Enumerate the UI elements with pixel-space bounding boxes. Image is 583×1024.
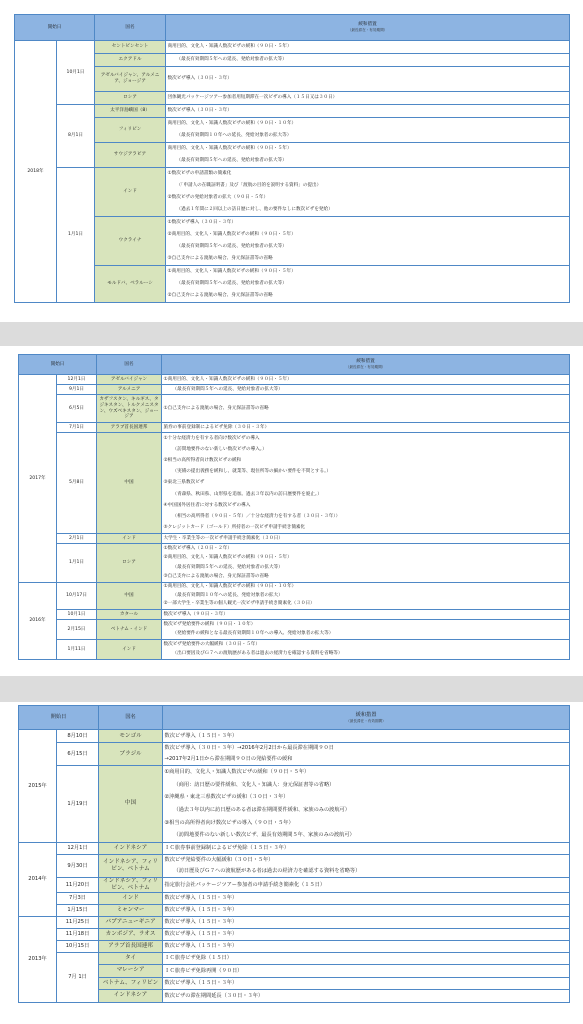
table-row	[19, 977, 570, 989]
measure-line: （最長有効期間５年への延長、発給対象者の拡大等）	[176, 244, 287, 249]
measure-content	[163, 952, 570, 964]
date-cell: 11月18日	[57, 928, 99, 940]
panel-2018	[0, 0, 583, 322]
table-row	[19, 582, 570, 609]
measure-content	[162, 533, 570, 543]
measure-line: （「申請人の在職証明書」及び「渡航の目的を説明する資料」の提出）	[176, 183, 322, 188]
country-cell: インドネシア、フィリピン、ベトナム	[99, 854, 163, 877]
measure-content	[162, 609, 570, 619]
table-row	[15, 217, 570, 266]
country-cell: カンボジア、ラオス	[99, 928, 163, 940]
measure-line: ①商用目的、文化人・知識人数次ビザの緩和（９０日・５年）	[167, 269, 296, 274]
country-cell: ミャンマー	[99, 904, 163, 916]
measure-content	[166, 118, 570, 143]
measure-content	[163, 989, 570, 1002]
header-content	[163, 706, 570, 730]
year-cell: 2014年	[19, 842, 57, 916]
measure-line: 数次ビザ発給要件の緩和（９０日・１０年）	[163, 621, 256, 627]
table-2018	[14, 14, 570, 303]
measure-line: ②商用目的、文化人・知識人数次ビザの緩和（９０日・５年）	[163, 555, 292, 561]
table-row	[19, 892, 570, 904]
table-row	[19, 433, 570, 534]
date-cell: 7月1日	[57, 423, 97, 433]
country-cell: アルメニア	[97, 385, 162, 395]
measure-line: 指定旅行会社パッケージツアー参加者の申請手続き簡素化（１５日）	[164, 881, 326, 888]
table-row	[19, 766, 570, 843]
date-cell: 10月1日	[57, 609, 97, 619]
measure-line: （最長有効期間５年への延長、発給対象者の拡大等）	[176, 57, 287, 62]
measure-line: ＩＣ旅券事前登録制によるビザ免除（１５日・３年）	[164, 844, 290, 851]
measure-content	[166, 105, 570, 118]
measure-content	[163, 842, 570, 854]
table-row	[19, 423, 570, 433]
date-cell: 9月30日	[57, 854, 99, 877]
measure-line: ①商用目的、文化人・知識人数次ビザの緩和（９０日・１０年）	[163, 583, 297, 589]
measure-line: （青森県、秋田県、山形県を追加。過去３年以内の訪日歴要件を廃止。）	[172, 491, 322, 497]
measure-content	[162, 375, 570, 385]
country-cell: アゼルバイジャン、アルメニア、ジョージア	[95, 67, 166, 92]
header-content	[166, 15, 570, 41]
date-cell: 10月15日	[57, 940, 99, 952]
table-row	[19, 842, 570, 854]
table-row	[15, 67, 570, 92]
measure-line: 数次ビザ導入（１５日・３年）	[164, 894, 238, 901]
page-separator	[0, 676, 583, 702]
header-content-title: 緩和措置	[358, 22, 377, 28]
measure-content	[163, 743, 570, 766]
header-date: 開始日	[19, 355, 97, 375]
measure-line: ⑤クレジットカード（ゴールド）所持者の一次ビザ申請手続き簡素化	[163, 524, 306, 530]
measure-line: →2017年2月1日から滞在期間９０日の発給要件の緩和	[164, 756, 293, 762]
header-content-sub: （最長滞在・有効期間）	[345, 365, 386, 370]
table-row	[19, 916, 570, 928]
measure-content	[163, 877, 570, 892]
country-cell: 中国	[99, 766, 163, 843]
measure-line: 数次ビザ導入（３０日・３年）	[167, 108, 232, 113]
table-row	[19, 952, 570, 964]
date-cell: 9月1日	[57, 385, 97, 395]
table-row	[19, 375, 570, 385]
table-row	[19, 743, 570, 766]
measure-line: （最長有効期間１０年への延長、発給対象者の拡大等）	[176, 133, 292, 138]
measure-content	[163, 964, 570, 977]
date-cell: 1月11日	[57, 639, 97, 659]
panel-2017-2016	[0, 346, 583, 676]
table-row	[19, 543, 570, 582]
measure-line: ②商用目的、文化人・知識人数次ビザの緩和（９０日・５年）	[167, 232, 296, 237]
header-date: 開始日	[19, 706, 99, 730]
date-cell: 1月15日	[57, 904, 99, 916]
year-cell: 2018年	[15, 41, 57, 303]
measure-line: ①数次ビザの申請書類の簡素化	[167, 171, 232, 176]
country-cell: セントビンセント	[95, 41, 166, 54]
measure-line: 数次ビザ導入（１５日・３年）	[164, 930, 238, 937]
date-cell: 7月 1日	[57, 952, 99, 1002]
measure-line: （最長有効期間１０年への延長、発給対象者の拡大）	[172, 592, 283, 598]
measure-content	[163, 766, 570, 843]
measure-content	[162, 639, 570, 659]
country-cell: 太平洋島嶼国（8）	[95, 105, 166, 118]
measure-content	[163, 730, 570, 743]
table-row	[19, 940, 570, 952]
measure-line: ③自己支弁による渡航の場合、身元保証書等の省略	[163, 574, 269, 580]
measure-line: ①数次ビザ導入（２０日・２年）	[163, 545, 232, 551]
country-cell: マレーシア	[99, 964, 163, 977]
country-cell: カザフスタン、キルギス、タジキスタン、トルクメニスタン、ウズベキスタン、ジョージア	[97, 395, 162, 423]
measure-content	[163, 977, 570, 989]
table-row	[15, 266, 570, 303]
country-cell: ブラジル	[99, 743, 163, 766]
measure-line: 大学生・卒業生等の一次ビザ申請手続き簡素化（３０日）	[163, 535, 283, 541]
country-cell: インド	[97, 533, 162, 543]
country-cell: ベトナム、フィリピン	[99, 977, 163, 989]
measure-line: 団体観光パッケージツアー参加者用短期滞在一次ビザの導入（１５日又は３０日）	[167, 95, 338, 100]
date-cell: 7月3日	[57, 892, 99, 904]
measure-line: ①十分な経済力を有する者向け数次ビザの導入	[163, 436, 260, 441]
measure-content	[166, 266, 570, 303]
table-row	[19, 609, 570, 619]
table-row	[19, 619, 570, 639]
measure-line: ④中国国外居住者に対する数次ビザの導入	[163, 502, 251, 508]
country-cell: インドネシア	[99, 842, 163, 854]
measure-content	[166, 92, 570, 105]
measure-line: 商用目的、文化人・知識人数次ビザの緩和（９０日・５年）	[167, 44, 292, 49]
country-cell: ロシア	[97, 543, 162, 582]
header-content	[162, 355, 570, 375]
year-cell: 2017年	[19, 375, 57, 583]
measure-line: ①商用目的、文化人・知識人数次ビザの緩和（９０日・５年）	[163, 377, 292, 382]
measure-content	[163, 928, 570, 940]
date-cell: 6月15日	[57, 743, 99, 766]
measure-content	[162, 395, 570, 423]
measure-content	[163, 892, 570, 904]
panel-2015-2013	[0, 702, 583, 1024]
country-cell: インド	[97, 639, 162, 659]
measure-line: ②相当の高所得者向け数次ビザの緩和	[163, 458, 242, 464]
measure-content	[162, 433, 570, 534]
header-row	[19, 706, 570, 730]
date-cell: 11月20日	[57, 877, 99, 892]
measure-line: 数次ビザ導入（１５日・３年）	[164, 942, 238, 949]
measure-line: ①商用目的、文化人・知識人数次ビザの緩和（９０日・５年）	[164, 769, 310, 775]
table-row	[19, 854, 570, 877]
measure-content	[162, 619, 570, 639]
date-cell: 11月25日	[57, 916, 99, 928]
measure-line: （最長有効期間５年への延長、発給対象者の拡大等）	[172, 564, 283, 570]
measure-content	[166, 143, 570, 168]
country-cell: ウクライナ	[95, 217, 166, 266]
measure-line: 数次ビザ発給要件の大幅緩和（３０日・５年）	[163, 641, 260, 647]
measure-line: （最長有効期間５年への延長、発給対象者の拡大等）	[176, 158, 287, 163]
measure-line: ②一部大学生・卒業生等の個人観光一次ビザ申請手続き簡素化（３０日）	[163, 601, 315, 607]
country-cell: サウジアラビア	[95, 143, 166, 168]
measure-line: ③相当の高所得者向け数次ビザの導入（９０日・５年）	[164, 819, 294, 826]
table-row	[19, 730, 570, 743]
country-cell: タイ	[99, 952, 163, 964]
measure-content	[166, 41, 570, 54]
date-cell: 1月1日	[57, 168, 95, 303]
measure-content	[166, 217, 570, 266]
measure-line: 数次ビザ導入（１５日・３年）	[164, 906, 238, 913]
measure-content	[163, 854, 570, 877]
date-cell: 10月1日	[57, 41, 95, 105]
table-2017-2016	[18, 354, 570, 660]
country-cell: ロシア	[95, 92, 166, 105]
country-cell: モルドバ、ベラルーシ	[95, 266, 166, 303]
page-separator	[0, 322, 583, 346]
year-cell: 2015年	[19, 730, 57, 843]
measure-content	[163, 916, 570, 928]
country-cell: ベトナム・インド	[97, 619, 162, 639]
measure-content	[162, 582, 570, 609]
measure-line: （出口要因及びＧ７への渡航歴がある者は過去の経済力を確認する資料を省略等）	[172, 651, 343, 657]
header-country: 国名	[99, 706, 163, 730]
measure-line: ＩＣ旅券ビザ免除再開（９０日）	[164, 967, 243, 974]
date-cell: 12月1日	[57, 842, 99, 854]
country-cell: モンゴル	[99, 730, 163, 743]
header-content-title: 緩和措置	[356, 359, 375, 365]
country-cell: 中国	[97, 582, 162, 609]
measure-content	[163, 904, 570, 916]
date-cell: 12月1日	[57, 375, 97, 385]
table-row	[15, 118, 570, 143]
measure-line: （商用：訪日歴の要件緩和、文化人・知識人：身元保証書等の省略）	[173, 781, 335, 788]
date-cell: 1月1日	[57, 543, 97, 582]
country-cell: パプアニューギニア	[99, 916, 163, 928]
table-row	[15, 168, 570, 217]
measure-line: 数次ビザ導入（９０日・３年）	[163, 611, 228, 617]
measure-line: ③東北三県数次ビザ	[163, 480, 205, 486]
measure-line: 商用目的、文化人・知識人数次ビザの緩和（９０日・５年）	[167, 146, 292, 151]
country-cell: インド	[95, 168, 166, 217]
measure-content	[166, 67, 570, 92]
header-content-sub: （最長滞在・有効期間）	[346, 718, 386, 723]
date-cell: 8月10日	[57, 730, 99, 743]
table-2015-2013	[18, 705, 570, 1003]
measure-line: ＩＣ旅券ビザ免除（１５日）	[164, 954, 232, 961]
measure-line: ③自己支弁による渡航の場合、身元保証書等の省略	[167, 256, 273, 261]
table-row	[15, 54, 570, 67]
header-country: 国名	[97, 355, 162, 375]
table-row	[19, 877, 570, 892]
header-row	[15, 15, 570, 41]
measure-line: （発給要件の緩和となる最長有効期間１０年への導入、発給対象者の拡大等）	[172, 631, 334, 637]
table-row	[19, 533, 570, 543]
date-cell: 10月17日	[57, 582, 97, 609]
measure-content	[162, 385, 570, 395]
table-row	[15, 143, 570, 168]
table-row	[15, 41, 570, 54]
measure-line: 数次ビザ導入（１５日・３年）	[164, 979, 238, 986]
country-cell: インドネシア	[99, 989, 163, 1002]
measure-line: （訪問地要件のない新しい数次ビザの導入。）	[172, 447, 267, 453]
measure-line: （過去３年以内に訪日歴のある者は滞在期間要件緩和、家族のみの渡航可）	[173, 806, 350, 813]
table-row	[19, 385, 570, 395]
table-row	[19, 928, 570, 940]
measure-line: （最長有効期間５年への延長、発給対象者の拡大等）	[172, 387, 283, 392]
measure-line: ①自己支弁による渡航の場合、身元保証書等の省略	[163, 406, 269, 411]
measure-line: （過去１年間に２回以上の訪日歴に対し、他の要件なしに数次ビザを発給）	[176, 207, 333, 212]
date-cell: 5月8日	[57, 433, 97, 534]
measure-line: 旅券の事前登録制によるビザ免除（３０日・３年）	[163, 425, 270, 430]
table-row	[15, 105, 570, 118]
measure-line: ②沖縄県・東北三県数次ビザの緩和（３０日・３年）	[164, 794, 289, 801]
date-cell: 1月19日	[57, 766, 99, 843]
date-cell: 2月15日	[57, 619, 97, 639]
measure-content	[162, 543, 570, 582]
date-cell: 6月5日	[57, 395, 97, 423]
table-row	[19, 964, 570, 977]
measure-line: （相当の高所得者（９０日・５年）／十分な経済力を有する者（３０日・３年））	[172, 513, 341, 519]
measure-line: 数次ビザ導入（３０日・３年）	[167, 76, 232, 81]
year-cell: 2013年	[19, 916, 57, 1002]
table-row	[19, 989, 570, 1002]
measure-line: 数次ビザ導入（１５日・３年）	[164, 733, 238, 739]
measure-line: （訪問地要件のない新しい数次ビザ、最長有効期間５年、家族のみの渡航可）	[173, 832, 355, 839]
measure-line: 商用目的、文化人・知識人数次ビザの緩和（９０日・１０年）	[167, 121, 297, 126]
header-content-sub: （最長滞在・有効期間）	[347, 28, 388, 33]
header-content-title: 緩和措置	[355, 712, 377, 718]
measure-line: ①数次ビザ導入（３０日・３年）	[167, 220, 236, 225]
measure-line: （実績の提出義務を緩和し、就業等、現住所等の細かい要件を不問とする。）	[172, 469, 332, 475]
measure-line: （最長有効期間５年への延長、発給対象者の拡大等）	[176, 281, 287, 286]
measure-content	[166, 54, 570, 67]
table-row	[19, 639, 570, 659]
country-cell: アラブ首長国連邦	[97, 423, 162, 433]
measure-content	[163, 940, 570, 952]
measure-line: （訪日歴及びＧ７への渡航歴がある者は過去の経済力を確認する資料を省略等）	[173, 867, 361, 874]
country-cell: カタール	[97, 609, 162, 619]
measure-content	[162, 423, 570, 433]
measure-content	[166, 168, 570, 217]
date-cell: 8月1日	[57, 105, 95, 168]
year-cell: 2016年	[19, 582, 57, 659]
country-cell: インド	[99, 892, 163, 904]
header-row	[19, 355, 570, 375]
country-cell: 中国	[97, 433, 162, 534]
measure-line: 数次ビザの滞在期間延長（３０日・３年）	[164, 992, 264, 999]
header-date: 開始日	[15, 15, 95, 41]
country-cell: アラブ首長国連邦	[99, 940, 163, 952]
country-cell: アゼルバイジャン	[97, 375, 162, 385]
table-row	[15, 92, 570, 105]
header-country: 国名	[95, 15, 166, 41]
table-row	[19, 395, 570, 423]
country-cell: エクアドル	[95, 54, 166, 67]
measure-line: 数次ビザ導入（３０日・３年）→2016年2月2日から最長滞在期間９０日	[164, 745, 334, 751]
table-row	[19, 904, 570, 916]
country-cell: フィリピン	[95, 118, 166, 143]
measure-line: ②数次ビザの発給対象者の拡大（９０日・５年）	[167, 195, 269, 200]
measure-line: ②自己支弁による渡航の場合、身元保証書等の省略	[167, 293, 273, 298]
measure-line: 数次ビザ発給要件の大幅緩和（３０日・５年）	[164, 856, 274, 863]
country-cell: インドネシア、フィリピン、ベトナム	[99, 877, 163, 892]
measure-line: 数次ビザ導入（１５日・３年）	[164, 918, 238, 925]
date-cell: 2月1日	[57, 533, 97, 543]
